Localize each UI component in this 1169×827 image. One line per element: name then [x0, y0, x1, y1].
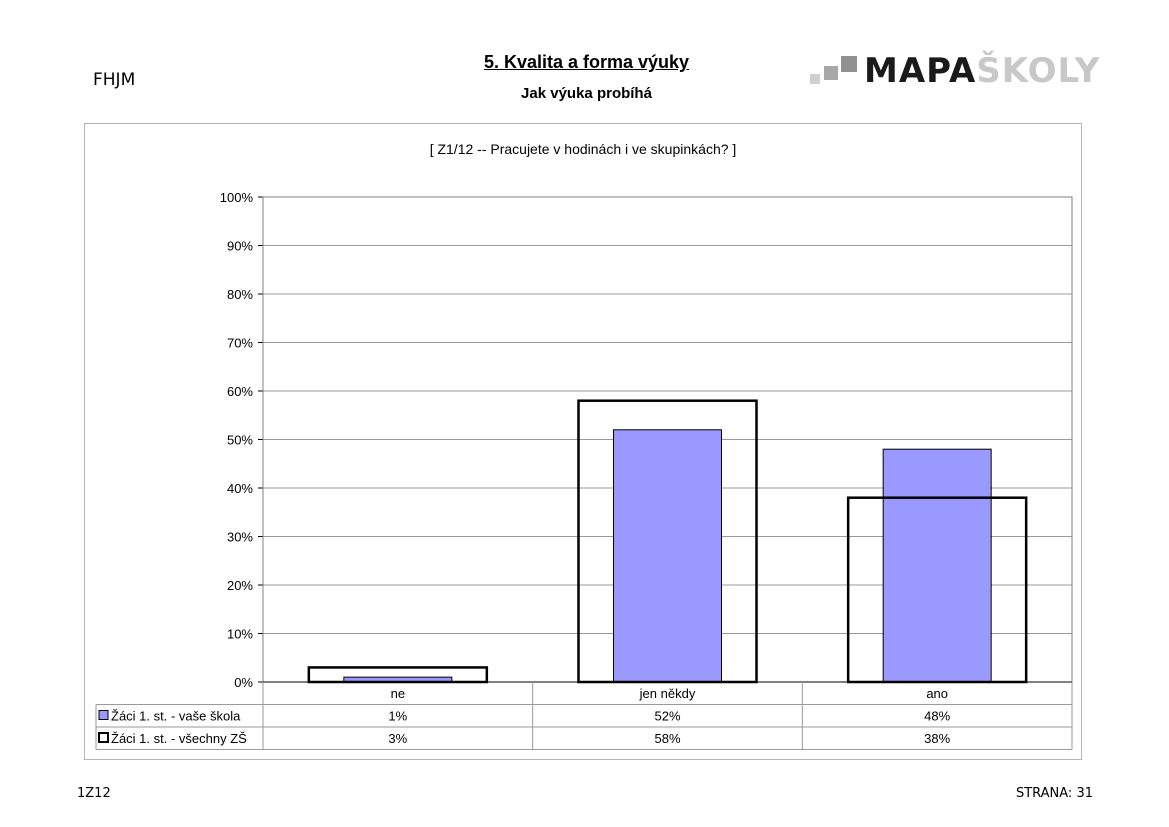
footer-page-number: STRANA: 31	[1015, 786, 1093, 801]
y-tick-label: 50%	[226, 432, 253, 448]
data-label: 52%	[654, 708, 681, 724]
x-tick-label: ano	[926, 686, 949, 701]
y-tick-label: 40%	[226, 481, 253, 496]
bar-vase-skola	[883, 449, 991, 682]
legend-swatch-vsechny-zs	[99, 733, 108, 742]
y-tick-label: 100%	[219, 190, 253, 205]
chart-title: [ Z1/12 -- Pracujete v hodinách i ve skupinkách? ]	[429, 141, 737, 157]
legend-label: Žáci 1. st. - vaše škola	[111, 708, 241, 724]
data-label: 1%	[388, 708, 408, 724]
y-tick-label: 90%	[226, 238, 253, 254]
y-tick-label: 30%	[226, 529, 253, 545]
y-tick-label: 10%	[226, 626, 253, 642]
y-tick-label: 80%	[226, 287, 253, 302]
page-title: 5. Kvalita a forma výuky	[483, 52, 690, 72]
y-tick-label: 70%	[226, 335, 253, 351]
x-tick-label: ne	[390, 686, 406, 701]
y-tick-label: 60%	[226, 384, 253, 399]
logo-text-light: ŠKOLY	[976, 51, 1101, 91]
data-label: 48%	[924, 708, 951, 724]
data-label: 3%	[388, 731, 408, 746]
legend-label: Žáci 1. st. - všechny ZŠ	[111, 731, 247, 746]
logo-text-dark: MAPA	[864, 51, 977, 91]
data-label: 58%	[654, 731, 681, 746]
page-subtitle: Jak výuka probíhá	[521, 85, 652, 102]
bar-vase-skola	[614, 430, 722, 682]
legend-swatch-vase-skola	[99, 711, 108, 720]
x-tick-label: jen někdy	[639, 686, 696, 701]
footer-code: 1Z12	[77, 786, 111, 801]
school-code: FHJM	[93, 70, 136, 90]
y-tick-label: 20%	[226, 578, 253, 593]
y-tick-label: 0%	[234, 675, 253, 690]
data-label: 38%	[924, 731, 951, 746]
